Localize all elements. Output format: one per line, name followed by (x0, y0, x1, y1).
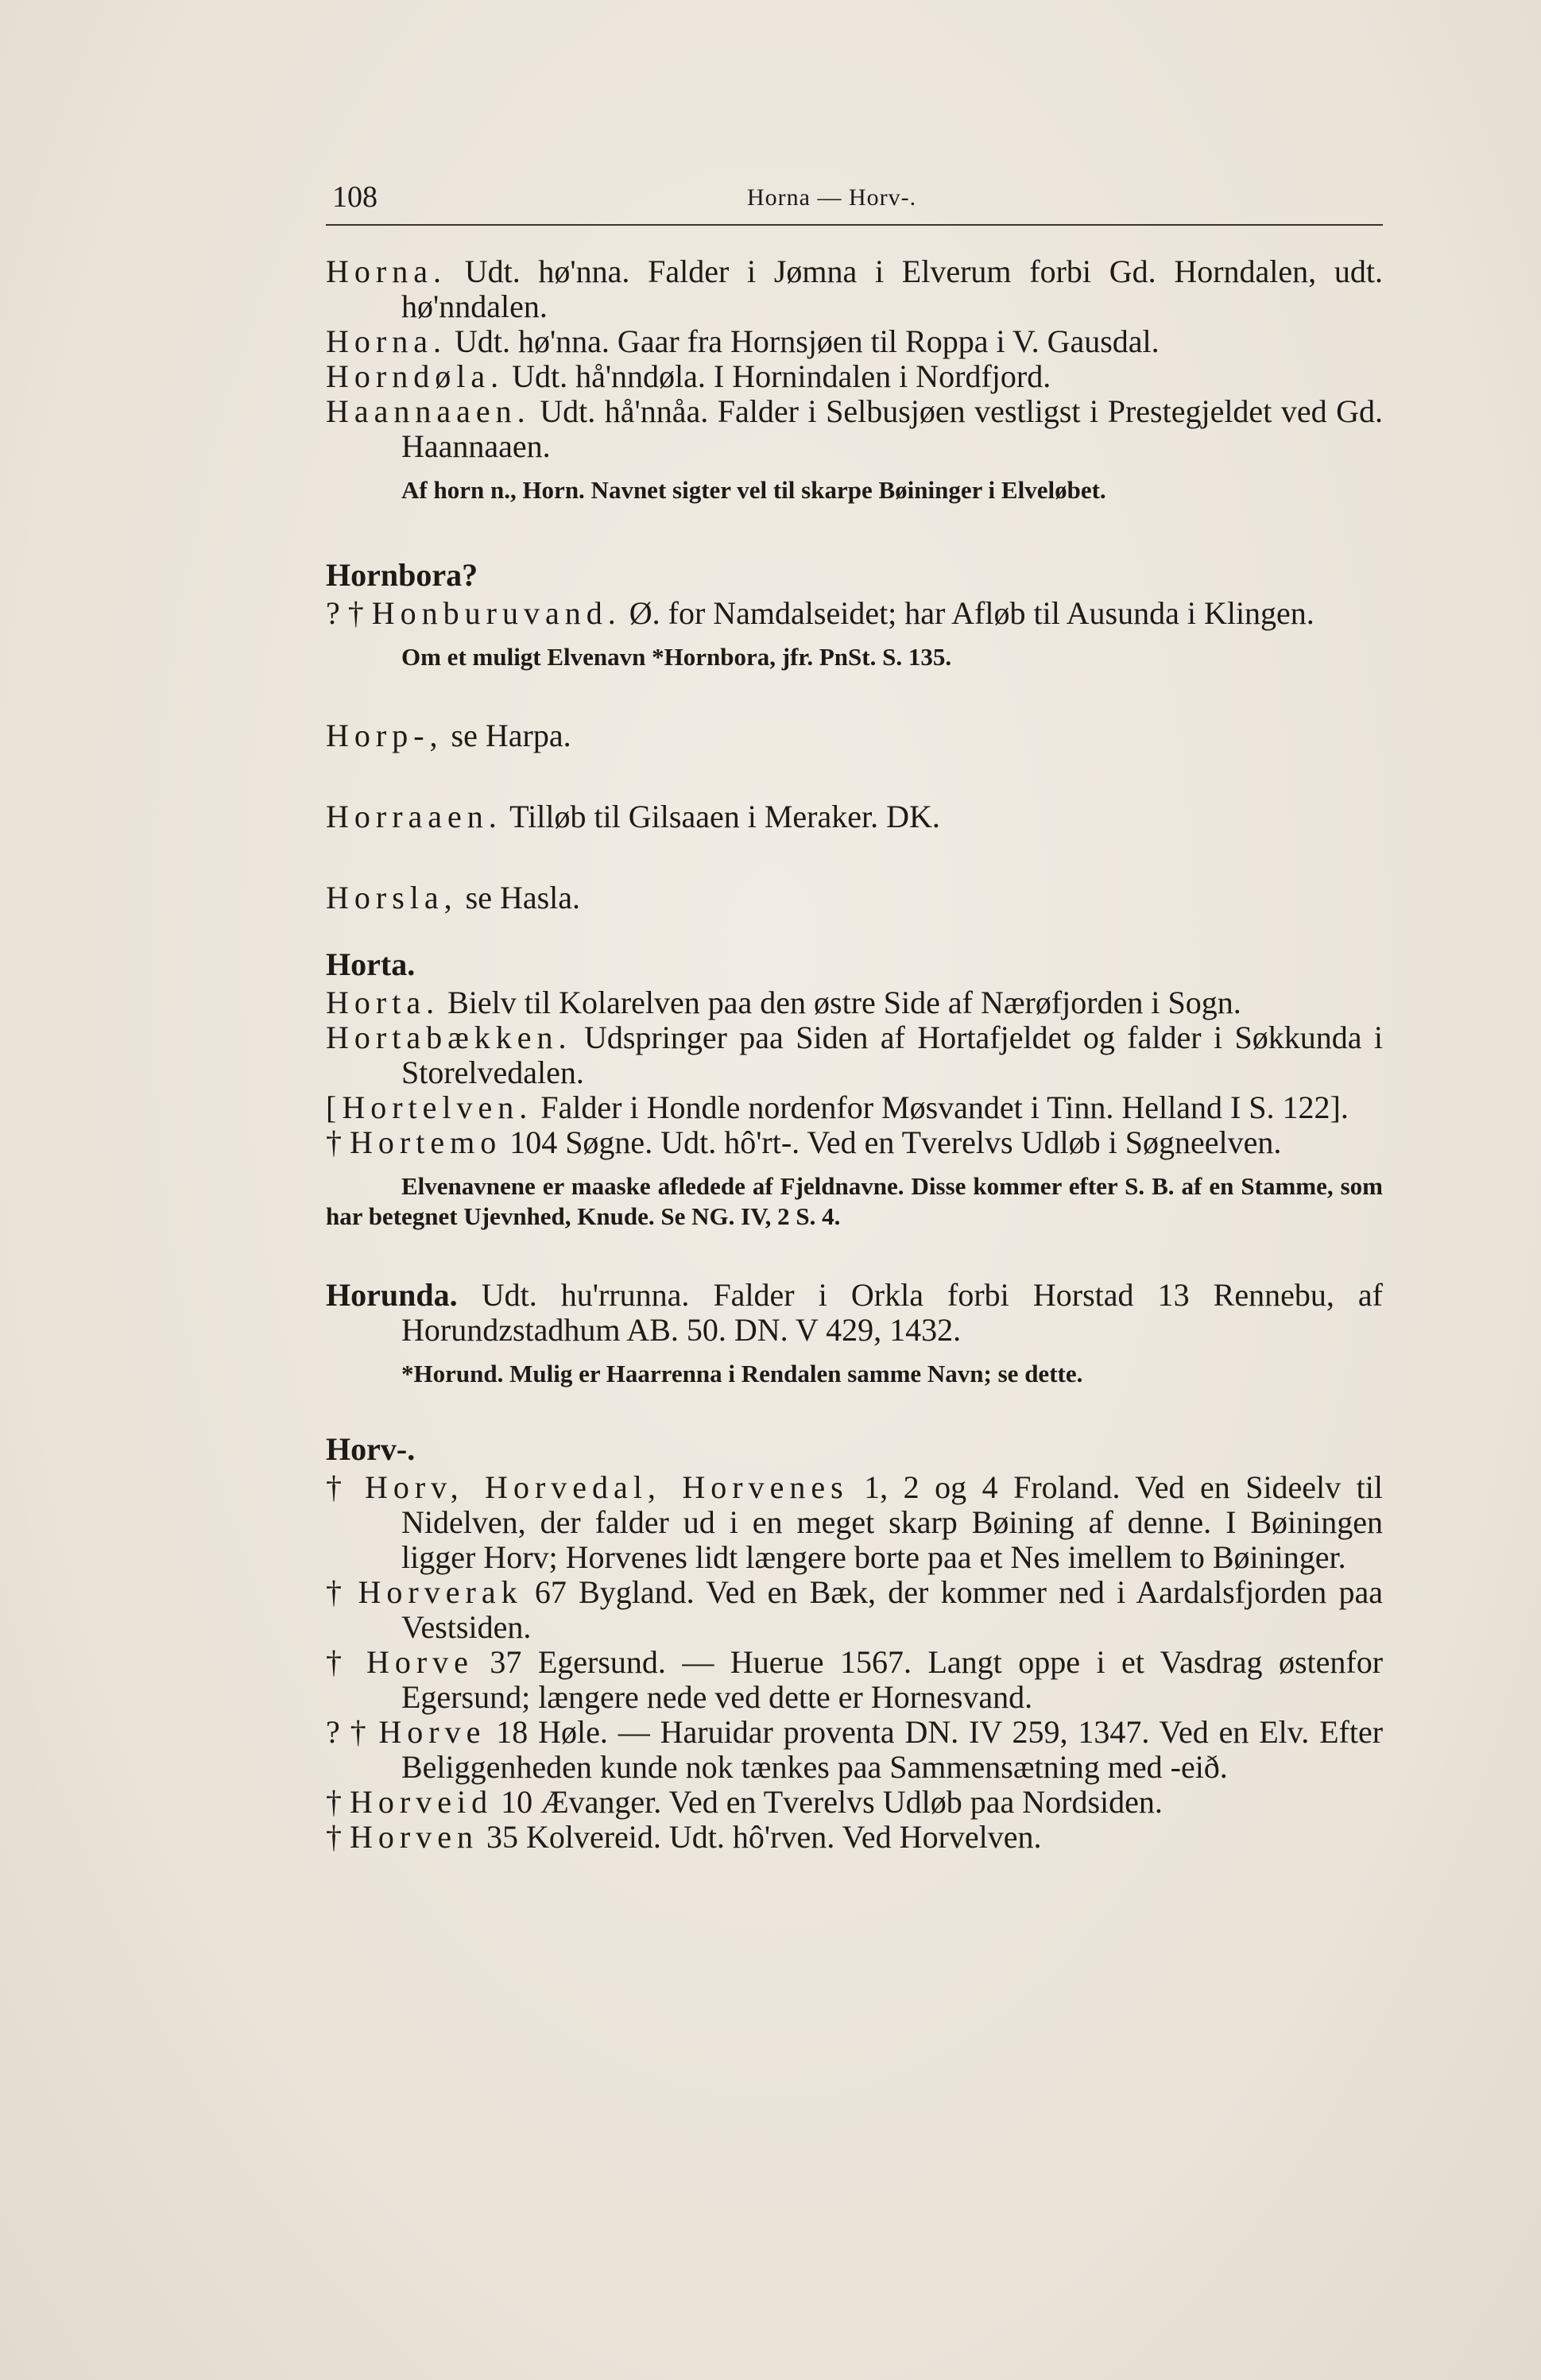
entry-text: Udt. hø'nna. Falder i Jømna i Elverum forbi Gd. Horndalen, udt. hø'nndalen. (401, 253, 1383, 324)
entry-name: Horveid (350, 1784, 494, 1820)
entry (326, 359, 1383, 394)
entry-text: Udt. hå'nndøla. I Hornindalen i Nordfjord. (512, 358, 1051, 394)
entry (326, 596, 1383, 631)
page-body (326, 254, 1383, 1855)
entry-text: Udt. hø'nna. Gaar fra Hornsjøen til Roppa i V. Gausdal. (454, 323, 1160, 359)
entry (326, 985, 1383, 1020)
entry-name: Horsla, (326, 880, 458, 915)
etymology-note: *Horund. Mulig er Haarrenna i Rendalen samme Navn; se dette. (401, 1360, 1083, 1387)
entry-name: Horve (378, 1714, 486, 1750)
entry-prefix: ? † (326, 1714, 369, 1750)
entry-name: Honburuvand. (371, 595, 621, 631)
entry-name: [Hortelven. (326, 1089, 533, 1125)
entry-name: Haannaaen. (326, 393, 531, 429)
entry-name: Hortemo (350, 1124, 502, 1160)
entry (326, 799, 1383, 834)
entry-prefix: ? † (326, 595, 364, 631)
entry-text: 104 Søgne. Udt. hô'rt-. Ved en Tverelvs Udløb i Søgneelven. (509, 1124, 1282, 1160)
etymology-note: Om et muligt Elvenavn *Hornbora, jfr. PnSt. S. 135. (401, 643, 952, 671)
entry (326, 1090, 1383, 1125)
entry (326, 254, 1383, 324)
entry (326, 1575, 1383, 1645)
entry-prefix: † (326, 1574, 347, 1610)
entry-text: se Harpa. (451, 718, 571, 753)
section-heading: Horv-. (326, 1431, 416, 1467)
section-heading: Hornbora? (326, 557, 478, 593)
entry-text: 18 Høle. — Haruidar proventa DN. IV 259, 1347. Ved en Elv. Efter Beliggenheden kunde nok tænkes paa Sammensætning med -eið. (401, 1714, 1384, 1785)
entry-name: Horverak (358, 1574, 523, 1610)
etymology-note: Af horn n., Horn. Navnet sigter vel til skarpe Bøininger i Elveløbet. (401, 476, 1106, 504)
entry-prefix: † (326, 1469, 350, 1505)
entry-prefix: † (326, 1819, 342, 1855)
entry-prefix: † (326, 1644, 350, 1680)
entry (326, 1715, 1383, 1785)
entry-name: Horp-, (326, 718, 443, 753)
entry (326, 1278, 1383, 1348)
entry-text: Tilløb til Gilsaaen i Meraker. DK. (509, 799, 940, 834)
entry (326, 1645, 1383, 1715)
entry (326, 394, 1383, 464)
entry (326, 1470, 1383, 1575)
entry-name: Horna. (326, 253, 447, 289)
entry-text: Bielv til Kolarelven paa den østre Side af Nærøfjorden i Sogn. (447, 985, 1241, 1020)
etymology-note: Elvenavnene er maaske afledede af Fjeldnavne. Disse kommer efter S. B. af en Stamme, som har betegnet Ujevnhed, Knude. Se NG. IV, 2 S. 4. (326, 1172, 1383, 1230)
entry-text: 67 Bygland. Ved en Bæk, der kommer ned i Aardalsfjorden paa Vestsiden. (401, 1574, 1384, 1645)
entry-prefix: † (326, 1784, 342, 1820)
entry-text: Udspringer paa Siden af Hortafjeldet og falder i Søkkunda i Storelvedalen. (401, 1020, 1384, 1090)
entry-text: Ø. for Namdalseidet; har Afløb til Ausunda i Klingen. (629, 595, 1314, 631)
entry-text: Udt. hu'rrunna. Falder i Orkla forbi Horstad 13 Rennebu, af Horundzstadhum AB. 50. DN. V 429, 1432. (401, 1277, 1383, 1348)
entry-text: 10 Ævanger. Ved en Tverelvs Udløb paa Nordsiden. (501, 1784, 1163, 1820)
entry-text: Udt. hå'nnåa. Falder i Selbusjøen vestligst i Prestegjeldet ved Gd. Haannaaen. (401, 393, 1384, 464)
entry-text: 35 Kolvereid. Udt. hô'rven. Ved Horvelven. (486, 1819, 1042, 1855)
entry-text: Falder i Hondle nordenfor Møsvandet i Tinn. Helland I S. 122]. (540, 1089, 1349, 1125)
entry-name: Horndøla. (326, 358, 505, 394)
entry (326, 1820, 1383, 1855)
entry-name: Horv, Horvedal, Horvenes (364, 1469, 849, 1505)
entry (326, 1125, 1383, 1160)
page-header (326, 176, 1383, 226)
entry-name: Horraaen. (326, 799, 502, 834)
entry (326, 880, 1383, 915)
running-title: Horna — Horv-. (747, 184, 917, 211)
entry-text: 37 Egersund. — Huerue 1567. Langt oppe i et Vasdrag østenfor Egersund; længere nede ved dette er Hornesvand. (401, 1644, 1384, 1715)
entry (326, 1785, 1383, 1820)
entry-text: 1, 2 og 4 Froland. Ved en Sideelv til Nidelven, der falder ud i en meget skarp Bøining af denne. I Bøiningen ligger Horv; Horvenes lidt længere borte paa et Nes imellem to Bøininger. (401, 1469, 1383, 1575)
page-number: 108 (332, 180, 378, 214)
entry (326, 718, 1383, 753)
section-heading: Horta. (326, 946, 416, 982)
entry-name: Horve (366, 1644, 474, 1680)
entry (326, 1020, 1383, 1090)
entry-prefix: † (326, 1124, 342, 1160)
entry-text: se Hasla. (465, 880, 581, 915)
entry-name: Horven (350, 1819, 478, 1855)
entry-name: Hortabækken. (326, 1020, 572, 1055)
entry-name: Horta. (326, 985, 440, 1020)
entry-name: Horunda. (326, 1277, 458, 1313)
entry (326, 324, 1383, 359)
entry-name: Horna. (326, 323, 447, 359)
